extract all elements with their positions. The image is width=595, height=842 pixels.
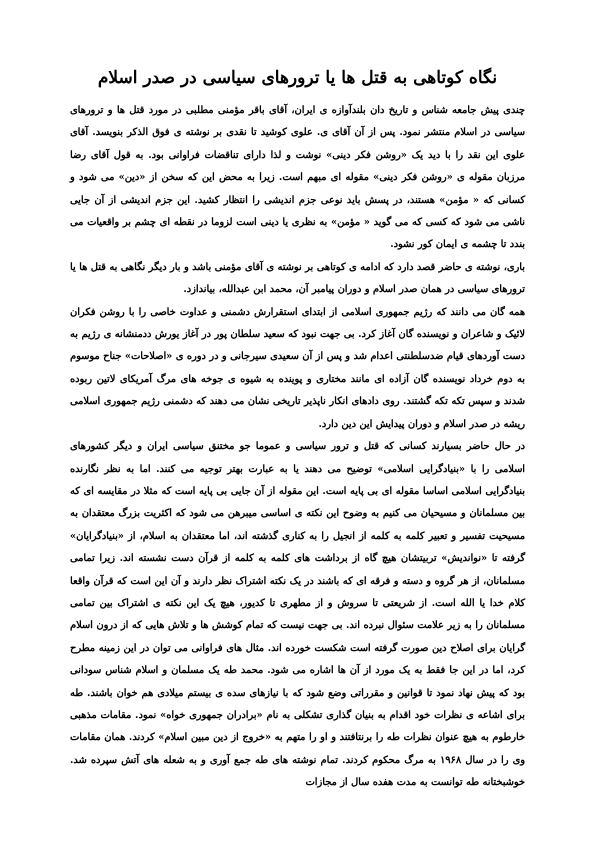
document-title: نگاه کوتاهی به قتل ها یا ترورهای سیاسی در صدر اسلام — [97, 68, 498, 88]
paragraph-4: در حال حاضر بسیارند کسانی که قتل و ترور سیاسی و عموما جو مختنق سیاسی ایران و دیگر کشورهای اسلامی را با «بنیادگرایی اسلامی» توضیح می دهند یا به عبارت بهتر توجیه می کنند. اما به نظر نگارنده بنیادگرایی اسلامی اساسا مقوله ای بی پایه است. این مقوله از آن جایی بی پایه است که مثلا در مقایسه ای که بین مسلمانان و مسیحیان می کنیم به وضوح این نکته ی اساسی میبرهن می شود که اکثریت بزرگ معتقدان به مسیحیت تفسیر و تعبیر کلمه به کلمه از انجیل را به کناری گذشته اند، اما معتقدان به اسلام، از «بنیادگرایان» گرفته تا «نواندیش» تربیتشان هیچ گاه از برداشت های کلمه به کلمه از قرآن دست نشسته اند. زیرا تمامی مسلمانان، از هر گروه و دسته و فرقه ای که باشند در یک نکته اشتراک نظر دارند و آن این است که قرآن واقعا کلام خدا یا الله است. از شریعتی تا سروش و از مطهری تا کدیور، هیچ یک این نکته ی اشتراک بین تمامی مسلمانان را به زیر علامت سئوال نبرده اند. بی جهت نیست که تمام کوشش ها و تلاش هایی که از درون اسلام گرایان برای اصلاح دین صورت گرفته است شکست خورده اند. مثال های فراوانی می توان در این زمینه مطرح کرد، اما در این جا فقط به یک مورد از آن ها اشاره می شود. محمد طه یک مسلمان و اسلام شناس سودانی بود که پیش نهاد نمود تا قوانین و مقرراتی وضع شود که با نیازهای سده ی بیستم میلادی هم خوان باشند. طه برای اشاعه ی نظرات خود اقدام به بنیان گذاری تشکلی به نام «برادران جمهوری خواه» نمود. مقامات مذهبی خارطوم به هیچ عنوان نظرات طه را برنتافتند و او را متهم به «خروج از دین مبین اسلام» کردند. همان مقامات وی را در سال ۱۹۶۸ به مرگ محکوم کردند. تمام نوشته های طه جمع آوری و به شعله های آتش سپرده شد. خوشبختانه طه توانست به مدت هفده سال از مجازات — [70, 441, 526, 789]
paragraph-3: همه گان می دانند که رژیم جمهوری اسلامی از ابتدای استقرارش دشمنی و عداوت خاصی را با روشن فکران لائیک و شاعران و نویسنده گان آغاز کرد. بی جهت نبود که سعید سلطان پور در آغاز یورش ددمنشانه ی رژیم به دست آوردهای قیام ضدسلطنتی اعدام شد و پس از آن سعیدی سیرجانی و در دوره ی «اصلاحات» جناح موسوم به دوم خرداد نویسنده گان آزاده ای مانند مختاری و پوینده به شیوه ی جوخه های مرگ آمریکای لاتین ربوده شدند و سپس تکه تکه گشتند. روی دادهای انکار ناپذیر تاریخی نشان می دهند که دشمنی رژیم جمهوری اسلامی ریشه در صدر اسلام و دوران پیدایش این دین دارد. — [70, 306, 525, 430]
paragraph-2: باری، نوشته ی حاضر قصد دارد که ادامه ی کوتاهی بر نوشته ی آقای مؤمنی باشد و بار دیگر نگاهی به قتل ها یا ترورهای سیاسی در همان صدر اسلام و دوران پیامبر آن، محمد ابن عبدالله، بیاندازد. — [70, 261, 525, 296]
paragraph-1: چندی پیش جامعه شناس و تاریخ دان بلندآوازه ی ایران، آقای باقر مؤمنی مطلبی در مورد قتل ها و ترورهای سیاسی در اسلام منتشر نمود. پس از آن آقای ی. علوی کوشید تا نقدی بر نوشته ی فوق الذکر بنویسد. آقای علوی این نقد را با دید یک «روشن فکر دینی» نوشت و لذا دارای تناقضات فراوانی بود. به قول آقای رضا مرزبان مقوله ی «روشن فکر دینی» مقوله ای مبهم است. زیرا به محض این که سخن از «دین» می شود و کسانی که « مؤمن» هستند، در پسش باید نوعی جزم اندیشی را انتظار کشید. این جزم اندیشی از آن جایی ناشی می شود که کسی که می گوید « مؤمن» به نظری یا دینی است لزوما در نقطه ای چشم بر واقعیات می بندد تا چشمه ی ایمان کور نشود. — [70, 105, 525, 251]
